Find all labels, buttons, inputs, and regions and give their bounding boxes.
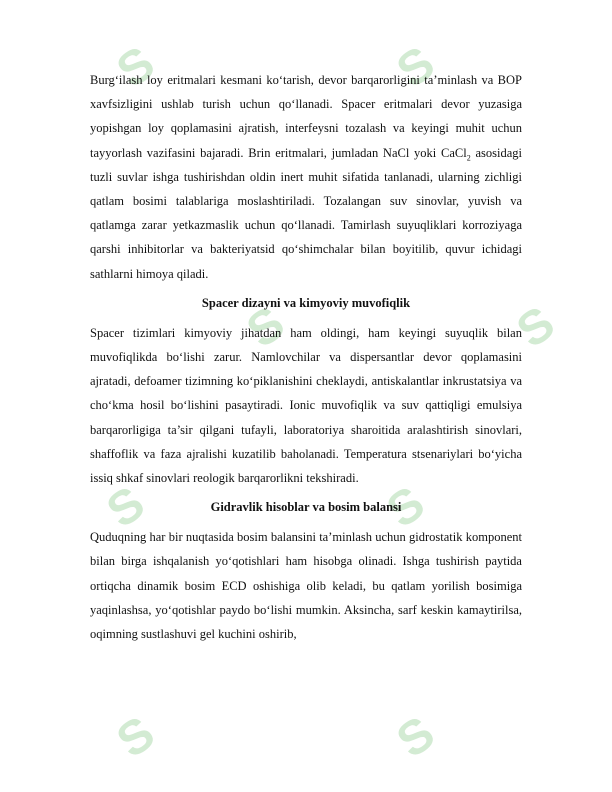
watermark-logo: S [107, 36, 165, 99]
subscript: 2 [466, 153, 471, 163]
watermark-logo: S [387, 706, 445, 769]
paragraph-text: Burg‘ilash loy eritmalari kesmani ko‘tarish, devor barqarorligini ta’minlash va BOP xavfsizligini ushlab turish uchun qo‘llanadi. Spacer eritmalari devor yuzasiga yopishgan loy qoplamasini ajratish, interfeysni tozalash va keyingi muhit uchun tayyorlash vazifasini bajaradi. Brin eritmalari, jumladan NaCl yoki CaCl [90, 73, 522, 160]
paragraph-drilling-fluids [90, 68, 522, 286]
watermark-logo: S [387, 36, 445, 99]
watermark-logo: S [237, 296, 295, 359]
section-heading-hydraulics: Gidravlik hisoblar va bosim balansi [210, 500, 402, 515]
watermark-logo: S [377, 476, 435, 539]
watermark-logo: S [97, 476, 155, 539]
paragraph-pressure-balance: Quduqning har bir nuqtasida bosim balansini ta’minlash uchun gidrostatik komponent bilan birga ishqalanish yo‘qotishlari ham hisobga olinadi. Ishga tushirish paytida ortiqcha dinamik bosim ECD oshishiga olib keladi, bu qatlam yorilish bosimiga yaqinlashsa, yo‘qotishlar paydo bo‘lishi mumkin. Aksincha, sarf keskin kamaytirilsa, oqimning sustlashuvi gel kuchini oshirib, [90, 530, 522, 642]
paragraph-spacer-compatibility: Spacer tizimlari kimyoviy jihatdan ham oldingi, ham keyingi suyuqlik bilan muvofiqlikda bo‘lishi zarur. Namlovchilar va dispersantlar devor qoplamasini ajratadi, defoamer tizimning ko‘piklanishini cheklaydi, antiskalantlar inkrustatsiya va cho‘kma hosil bo‘lishini pasaytiradi. Ionic muvofiqlik va suv qattiqligi emulsiya barqarorligiga ta’sir qilgani tufayli, laboratoriya sharoitida aralashtirish sinovlari, shaffoflik va faza ajralishi kuzatilib baholanadi. Temperatura stsenariylari bo‘yicha issiq shkaf sinovlari reologik barqarorlikni tekshiradi. [90, 325, 522, 486]
paragraph-text: asosidagi tuzli suvlar ishga tushirishdan oldin inert muhit sifatida tanlanadi, ularning zichligi qatlam bosimi talablariga moslashtiriladi. Tozalangan suv sinovlar, yuvish va qatlamga zarar yetkazmaslik uchun qo‘llanadi. Tamirlash suyuqliklari korroziyaga qarshi inhibitorlar va bakteriyatsid qo‘shimchalar bilan boyitilib, quvur ichidagi sathlarni himoya qiladi. [90, 145, 522, 281]
section-heading-spacer-design: Spacer dizayni va kimyoviy muvofiqlik [201, 295, 411, 310]
watermark-logo: S [107, 706, 165, 769]
watermark-logo: S [507, 296, 565, 359]
document-body [90, 68, 522, 646]
